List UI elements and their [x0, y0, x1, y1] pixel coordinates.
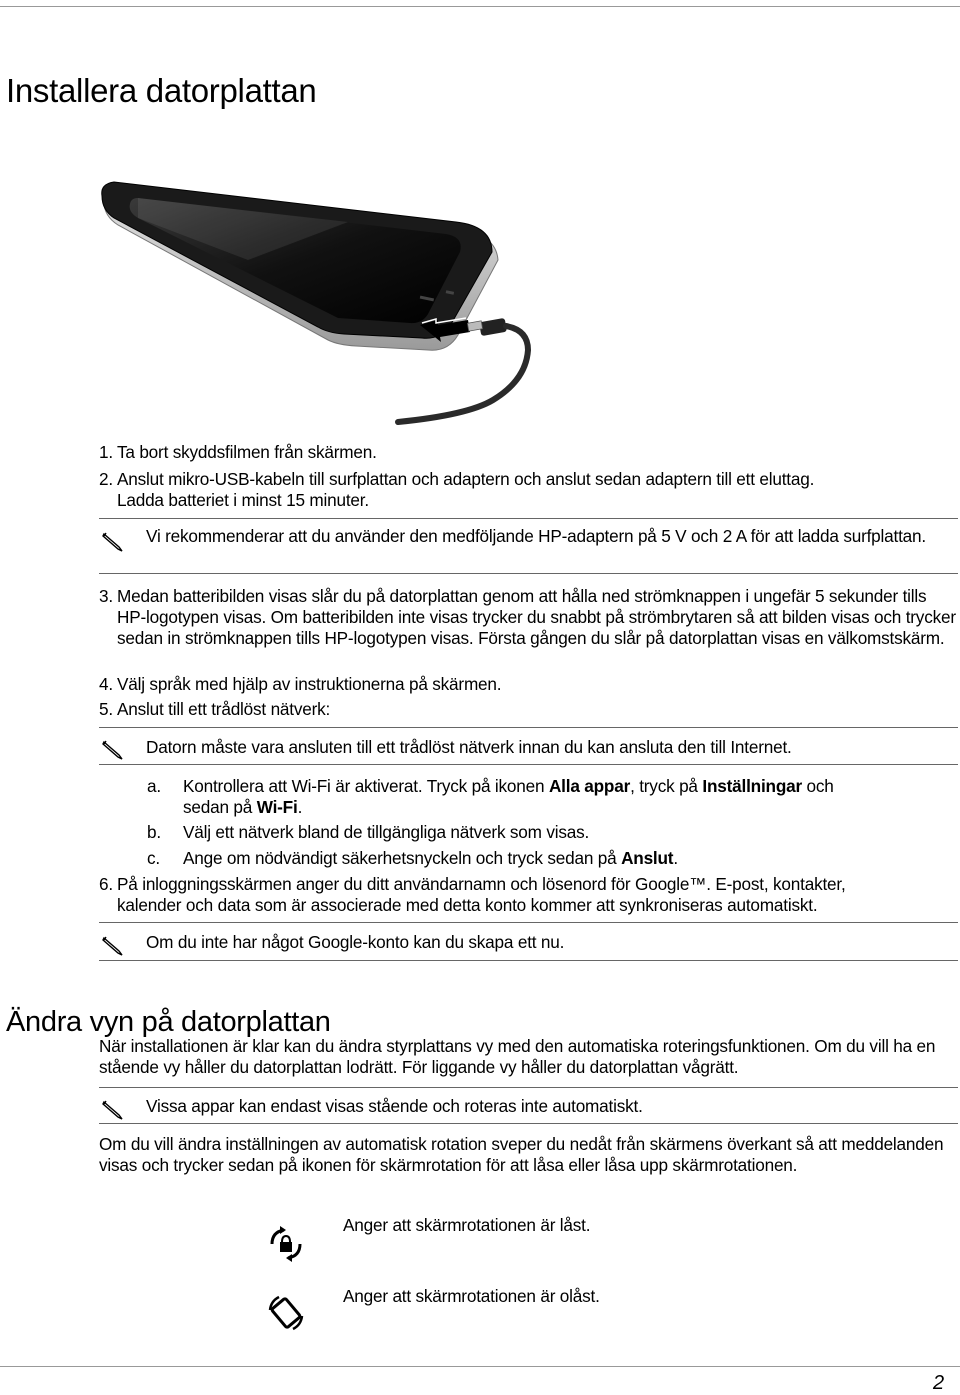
- step-text: Anslut till ett trådlöst nätverk:: [117, 699, 331, 719]
- step-text-line: På inloggningsskärmen anger du ditt användarnamn och lösenord för Google™. E-post, kontakter,: [117, 874, 846, 894]
- note-text: Om du inte har något Google-konto kan du skapa ett nu.: [146, 932, 565, 952]
- step-text: Välj språk med hjälp av instruktionerna på skärmen.: [117, 674, 502, 694]
- text-run: sedan på: [183, 797, 257, 817]
- note-divider: [99, 518, 958, 519]
- ui-label-wifi: Wi-Fi: [256, 797, 298, 817]
- step-number: 3.: [99, 586, 113, 606]
- note-divider: [99, 573, 958, 574]
- top-rule: [0, 6, 960, 7]
- icon-description: Anger att skärmrotationen är olåst.: [343, 1286, 600, 1306]
- step-2: [99, 469, 959, 511]
- section-title: Ändra vyn på datorplattan: [6, 1006, 331, 1039]
- note-text: Vi rekommenderar att du använder den medföljande HP-adaptern på 5 V och 2 A för att ladda surfplattan.: [146, 526, 926, 546]
- step-text: [117, 469, 959, 511]
- page-number: 2: [933, 1372, 945, 1394]
- note-divider: [99, 764, 958, 765]
- note-divider: [99, 922, 958, 923]
- note-text: Vissa appar kan endast visas stående och roteras inte automatiskt.: [146, 1096, 643, 1116]
- substep-text: [183, 848, 953, 869]
- bottom-rule: [0, 1366, 960, 1367]
- substep-text: [183, 776, 953, 818]
- text-run: , tryck på: [630, 776, 703, 796]
- text-run: och: [801, 776, 834, 796]
- step-number: 6.: [99, 874, 113, 894]
- paragraph: När installationen är klar kan du ändra styrplattans vy med den automatiska roteringsfunktionen. Om du vill ha en stående vy håller du datorplattan lodrätt. För liggande vy håller du datorplattan vågrätt.: [99, 1036, 936, 1077]
- note-divider: [99, 727, 958, 728]
- rotation-locked-icon: [266, 1224, 306, 1264]
- step-number: 1.: [99, 442, 113, 462]
- substep-a: [147, 776, 947, 818]
- step-3: [99, 586, 959, 670]
- step-number: 5.: [99, 699, 113, 719]
- ui-label-all-apps: Alla appar: [548, 776, 631, 796]
- tablet-charging-illustration: [98, 160, 538, 425]
- ui-label-connect: Anslut: [621, 848, 674, 868]
- step-number: 4.: [99, 674, 113, 694]
- text-run: .: [673, 848, 678, 868]
- substep-letter: b.: [147, 822, 161, 842]
- paragraph: Om du vill ändra inställningen av automatisk rotation sveper du nedåt från skärmens överkant så att meddelanden visas och trycker sedan på ikonen för skärmrotation för att låsa eller låsa upp skärmrotationen.: [99, 1134, 944, 1175]
- pencil-note-icon: [101, 738, 125, 760]
- step-text-line: Ladda batteriet i minst 15 minuter.: [117, 490, 369, 510]
- page-title: Installera datorplattan: [6, 72, 317, 110]
- step-number: 2.: [99, 469, 113, 489]
- substep-letter: c.: [147, 848, 160, 868]
- text-run: Ange om nödvändigt säkerhetsnyckeln och tryck sedan på: [183, 848, 622, 868]
- rotation-unlocked-icon: [266, 1292, 306, 1332]
- text-run: Kontrollera att Wi-Fi är aktiverat. Tryck på ikonen: [183, 776, 549, 796]
- ui-label-settings: Inställningar: [702, 776, 802, 796]
- substep-text: Välj ett nätverk bland de tillgängliga nätverk som visas.: [183, 822, 590, 842]
- step-6: [99, 874, 959, 916]
- step-4: [99, 674, 959, 695]
- step-text: [117, 874, 959, 916]
- substep-c: [147, 848, 947, 869]
- pencil-note-icon: [101, 530, 125, 552]
- note-divider: [99, 960, 958, 961]
- substep-letter: a.: [147, 776, 161, 796]
- substep-b: [147, 822, 947, 843]
- step-5: [99, 699, 959, 720]
- note-text: Datorn måste vara ansluten till ett trådlöst nätverk innan du kan ansluta den till Internet.: [146, 737, 792, 757]
- note-divider: [99, 1123, 958, 1124]
- step-text-line: kalender och data som är associerade med detta konto kommer att synkroniseras automatiskt.: [117, 895, 818, 915]
- note-divider: [99, 1087, 958, 1088]
- icon-description: Anger att skärmrotationen är låst.: [343, 1215, 591, 1235]
- pencil-note-icon: [101, 934, 125, 956]
- step-text: Ta bort skyddsfilmen från skärmen.: [117, 442, 377, 462]
- pencil-note-icon: [101, 1098, 125, 1120]
- text-run: .: [297, 797, 303, 817]
- step-text-line: Anslut mikro-USB-kabeln till surfplattan och adaptern och anslut sedan adaptern till ett eluttag.: [117, 469, 815, 489]
- step-text: Medan batteribilden visas slår du på datorplattan genom att hålla ned strömknappen i ungefär 5 sekunder tills HP-logotypen visas. Om batteribilden inte visas trycker du snabbt på strömbrytaren så att bilden visas och trycker sedan in strömknappen tills HP-logotypen visas. Första gången du slår på datorplattan visas en välkomstskärm.: [117, 586, 956, 648]
- step-1: [99, 442, 959, 463]
